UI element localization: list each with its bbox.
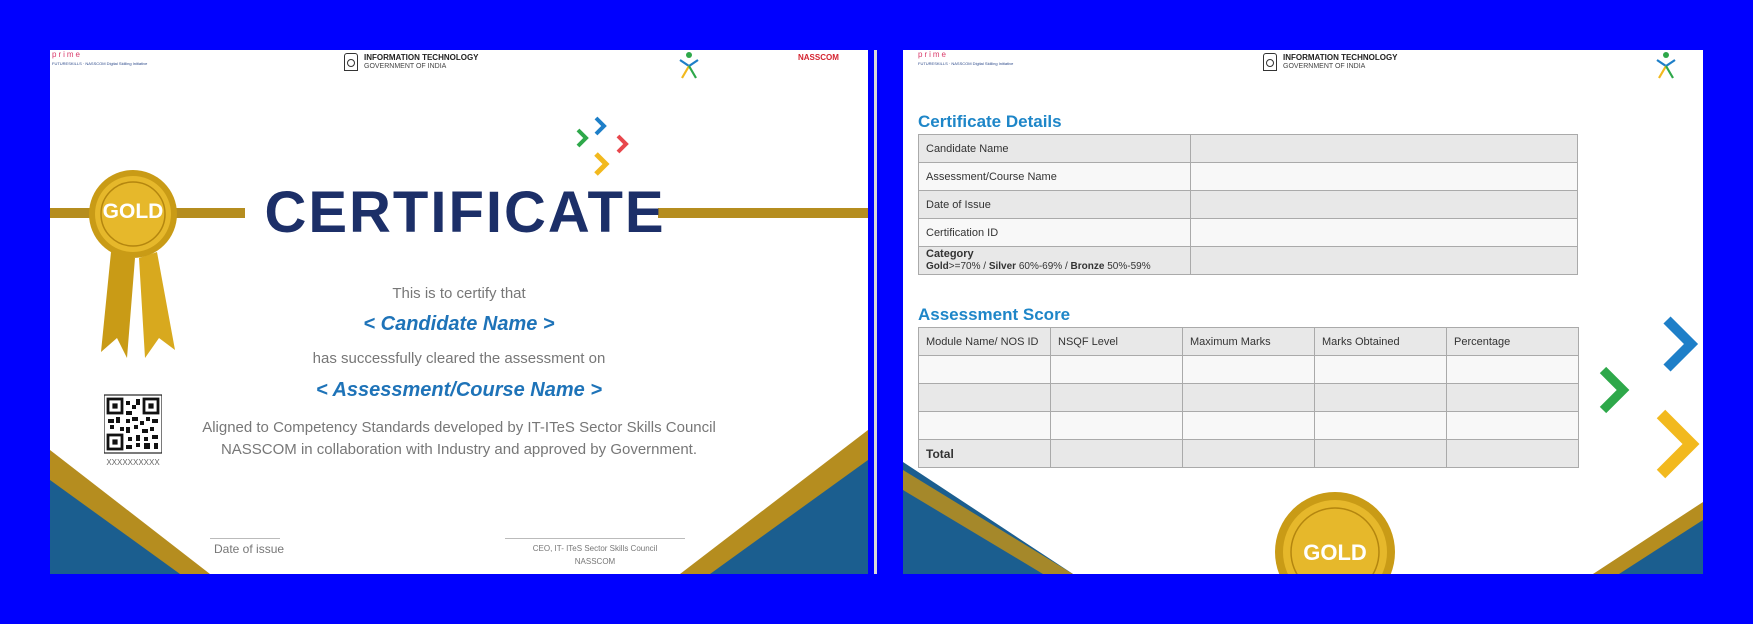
gov-subtitle: GOVERNMENT OF INDIA bbox=[364, 63, 447, 70]
page-divider bbox=[874, 50, 877, 574]
category-gold: Gold bbox=[926, 261, 949, 272]
qr-caption: XXXXXXXXXX bbox=[106, 458, 160, 467]
gov-title: INFORMATION TECHNOLOGY bbox=[364, 53, 479, 62]
cleared-text: has successfully cleared the assessment on bbox=[312, 350, 606, 367]
ceo-signature-line bbox=[505, 538, 685, 539]
detail-label: Candidate Name bbox=[919, 135, 1191, 163]
seal-label: GOLD bbox=[1303, 540, 1367, 565]
certify-text: This is to certify that bbox=[392, 285, 526, 302]
category-silver-range: 60%-69% / bbox=[1016, 261, 1071, 272]
brand-tagline: FUTURESKILLS · NASSCOM Digital Skilling Initiative bbox=[918, 61, 1014, 66]
column-header: Module Name/ NOS ID bbox=[919, 328, 1051, 356]
brand-name: prime bbox=[918, 50, 949, 59]
seal-label: GOLD bbox=[102, 200, 164, 223]
column-header: Maximum Marks bbox=[1183, 328, 1315, 356]
date-signature-line bbox=[210, 538, 280, 539]
gov-subtitle: GOVERNMENT OF INDIA bbox=[1283, 63, 1366, 70]
category-silver: Silver bbox=[988, 261, 1017, 272]
detail-label: Date of Issue bbox=[919, 191, 1191, 219]
column-header: NSQF Level bbox=[1051, 328, 1183, 356]
course-name-placeholder: < Assessment/Course Name > bbox=[315, 379, 603, 401]
column-header: Percentage bbox=[1447, 328, 1579, 356]
signatory-line-1: CEO, IT- ITeS Sector Skills Council bbox=[532, 544, 658, 553]
aligned-text-line-2: NASSCOM in collaboration with Industry and approved by Government. bbox=[220, 441, 698, 458]
nasscom-wordmark: NASSCOM bbox=[798, 53, 839, 62]
brand-name: prime bbox=[52, 50, 83, 59]
date-of-issue-label: Date of issue bbox=[214, 542, 285, 556]
detail-label: Assessment/Course Name bbox=[919, 163, 1191, 191]
detail-label: Certification ID bbox=[919, 219, 1191, 247]
category-gold-range: >=70% / bbox=[948, 261, 989, 272]
column-header: Marks Obtained bbox=[1315, 328, 1447, 356]
certificate-front-page bbox=[50, 50, 868, 574]
brand-tagline: FUTURESKILLS · NASSCOM Digital Skilling Initiative bbox=[52, 61, 148, 66]
total-label: Total bbox=[919, 440, 1051, 468]
certificate-title: CERTIFICATE bbox=[264, 180, 666, 245]
gov-title: INFORMATION TECHNOLOGY bbox=[1283, 53, 1398, 62]
signatory-line-2: NASSCOM bbox=[574, 557, 616, 566]
category-bronze: Bronze bbox=[1070, 261, 1105, 272]
category-label: Category bbox=[926, 248, 974, 260]
category-bronze-range: 50%-59% bbox=[1104, 261, 1151, 272]
details-title: Certificate Details bbox=[918, 112, 1062, 131]
corner-decoration bbox=[50, 50, 868, 574]
certificate-back-page bbox=[903, 50, 1703, 574]
score-title: Assessment Score bbox=[918, 305, 1071, 324]
aligned-text-line-1: Aligned to Competency Standards developed by IT-ITeS Sector Skills Council bbox=[202, 419, 716, 436]
candidate-name-placeholder: < Candidate Name > bbox=[363, 313, 555, 335]
